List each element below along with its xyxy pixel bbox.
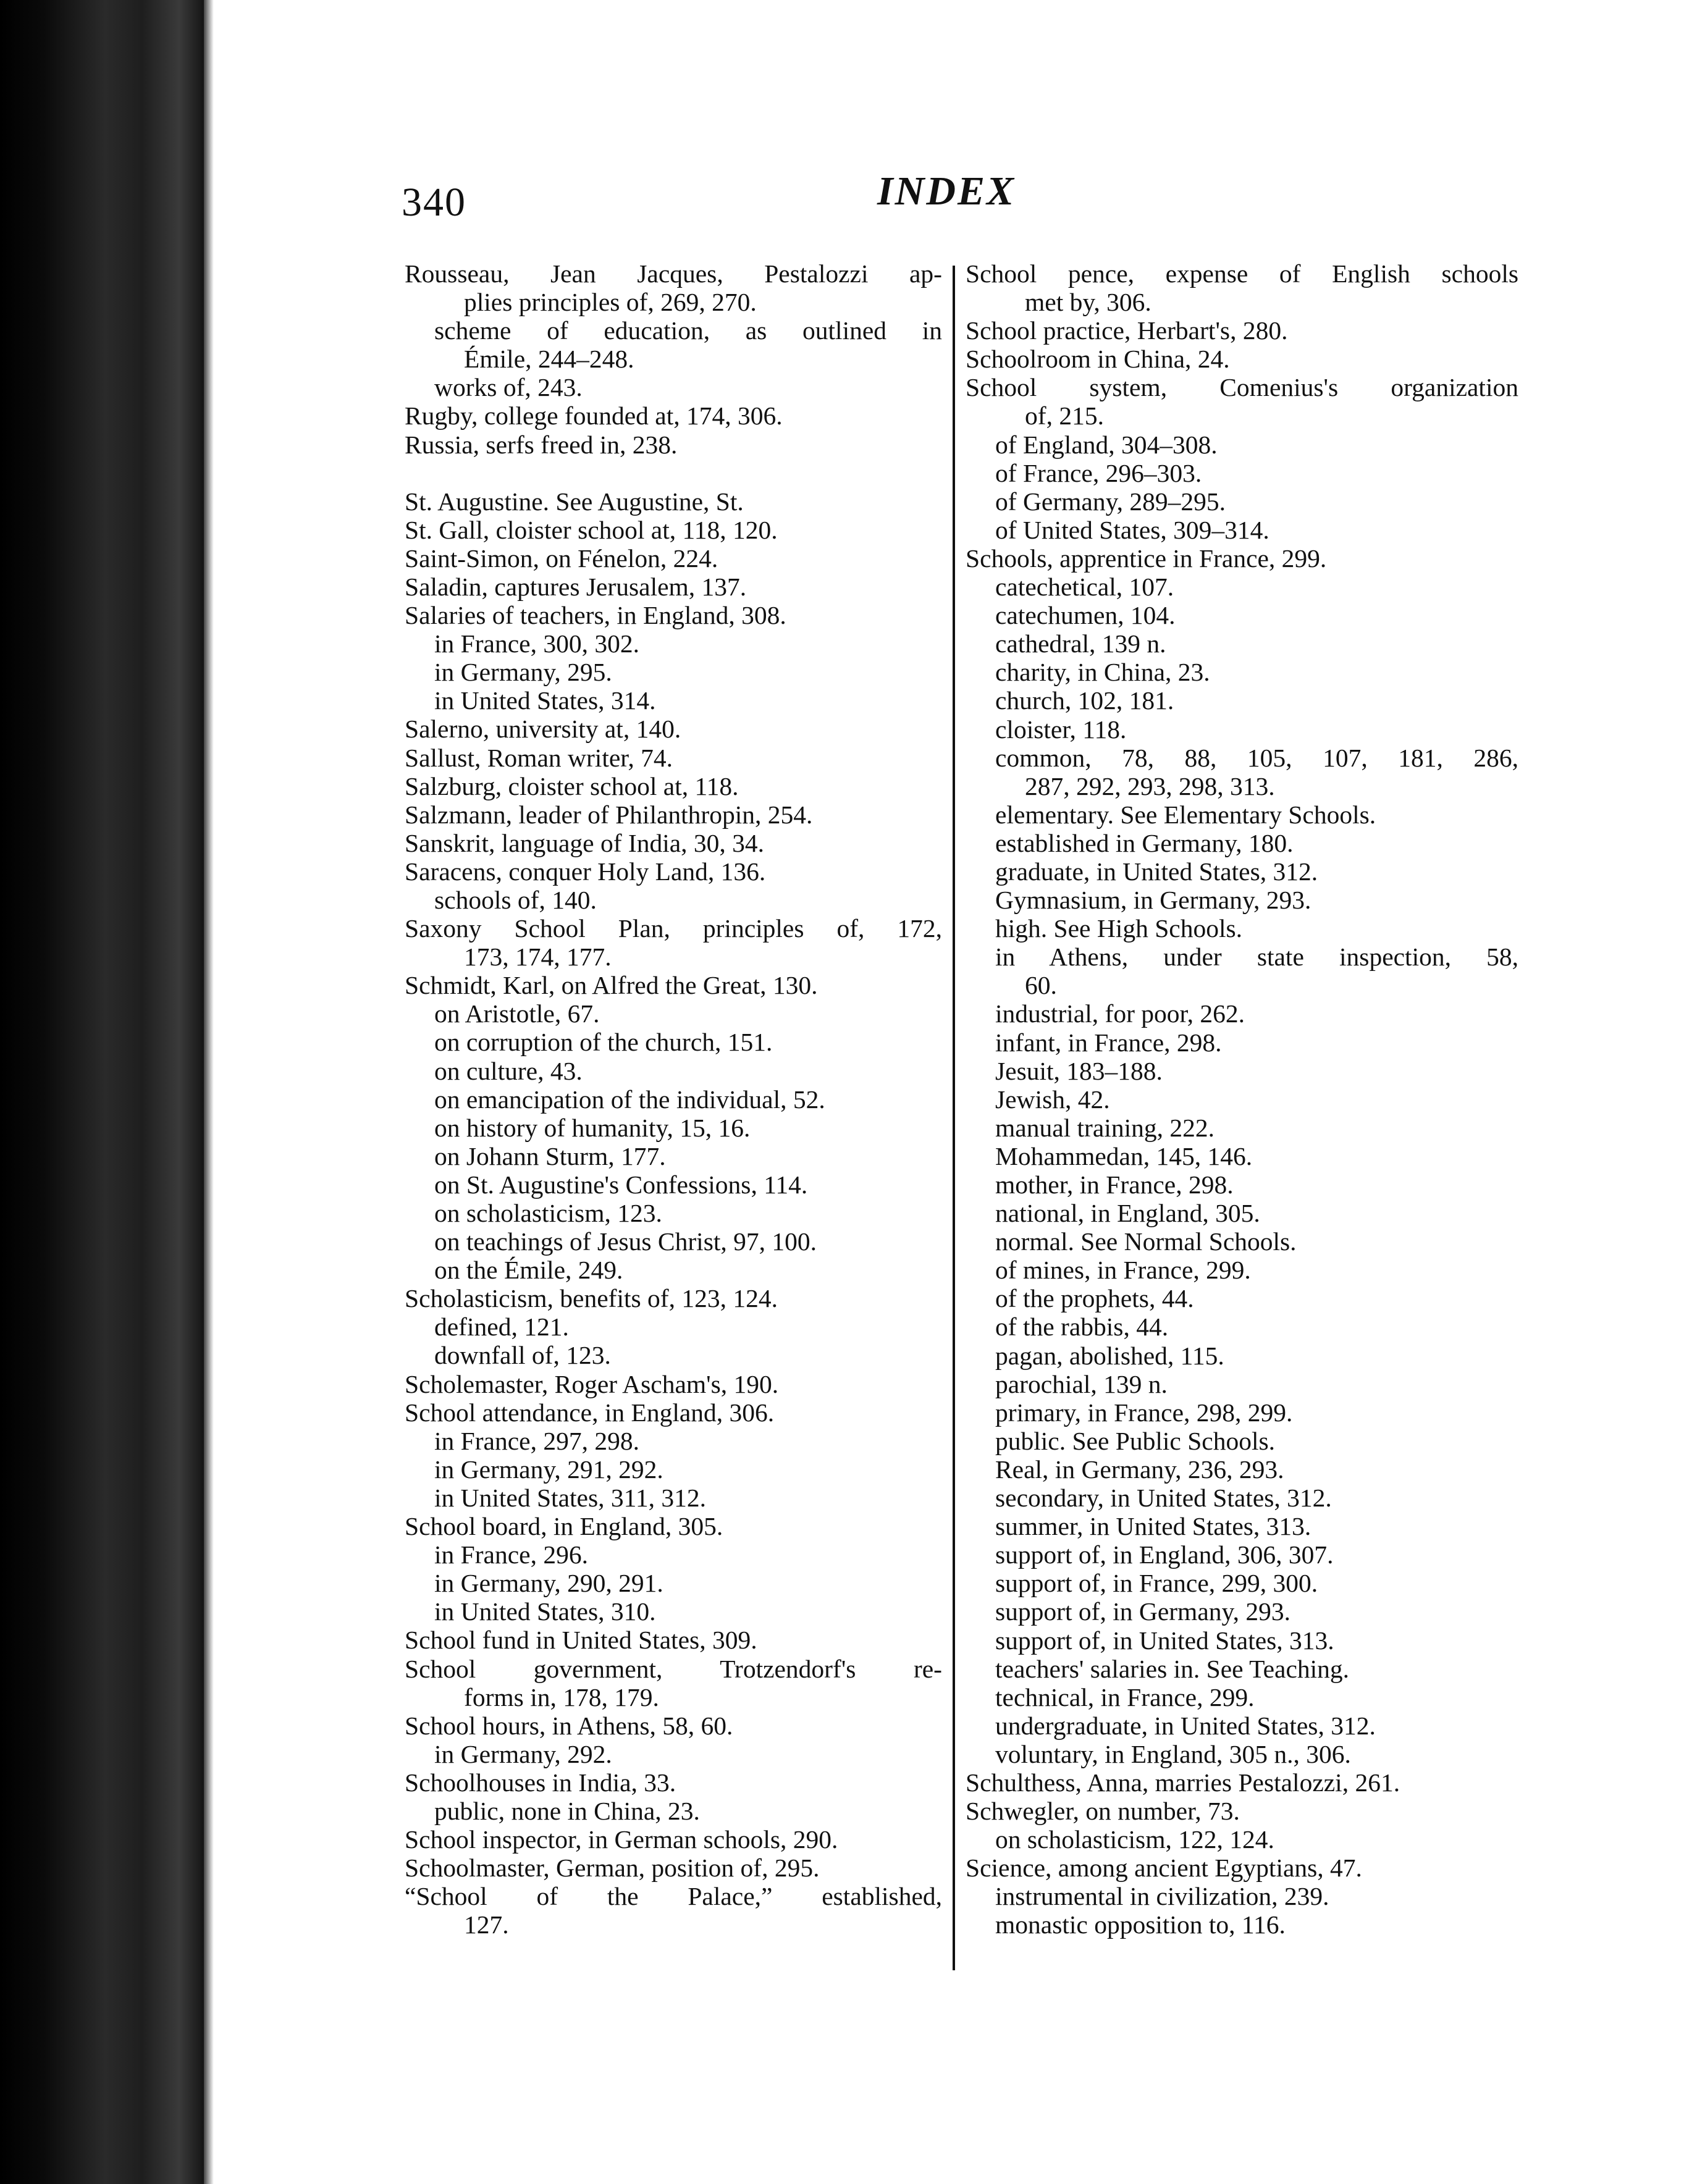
index-subentry: industrial, for poor, 262.	[995, 999, 1245, 1028]
index-subentry: catechetical, 107.	[995, 573, 1174, 602]
book-binding-edge	[0, 0, 204, 2184]
index-entry: Rugby, college founded at, 174, 306.	[405, 401, 783, 430]
gutter-shadow	[204, 0, 214, 2184]
index-subentry: in Germany, 295.	[434, 658, 612, 687]
index-entry: School system, Comenius's organization	[966, 373, 1518, 402]
index-entry-continuation: 173, 174, 177.	[464, 943, 612, 972]
index-subentry: teachers' salaries in. See Teaching.	[995, 1654, 1350, 1683]
index-subentry: of United States, 309–314.	[995, 515, 1269, 544]
index-subentry: in United States, 314.	[434, 686, 656, 715]
index-subentry: of the prophets, 44.	[995, 1284, 1194, 1313]
index-subentry: on emancipation of the individual, 52.	[434, 1085, 825, 1114]
index-entry: School inspector, in German schools, 290.	[405, 1825, 838, 1854]
index-subentry: on St. Augustine's Confessions, 114.	[434, 1170, 808, 1199]
index-subentry: on Aristotle, 67.	[434, 999, 600, 1028]
index-entry: Sanskrit, language of India, 30, 34.	[405, 828, 765, 857]
index-subentry: support of, in England, 306, 307.	[995, 1540, 1334, 1569]
column-divider	[953, 266, 955, 1970]
index-entry-continuation: met by, 306.	[1025, 288, 1151, 317]
index-subentry: mother, in France, 298.	[995, 1170, 1234, 1199]
index-subentry: in Germany, 291, 292.	[434, 1455, 663, 1484]
index-entry: School board, in England, 305.	[405, 1512, 723, 1541]
index-entry: Saracens, conquer Holy Land, 136.	[405, 857, 766, 886]
index-subentry: Mohammedan, 145, 146.	[995, 1141, 1253, 1170]
index-entry: School practice, Herbart's, 280.	[966, 316, 1288, 345]
index-subentry: works of, 243.	[434, 373, 583, 402]
index-entry: School fund in United States, 309.	[405, 1626, 757, 1655]
index-subentry: established in Germany, 180.	[995, 828, 1294, 857]
index-entry: School hours, in Athens, 58, 60.	[405, 1711, 733, 1740]
index-entry: “School of the Palace,” established,	[405, 1882, 942, 1911]
index-subentry: normal. See Normal Schools.	[995, 1227, 1297, 1256]
index-subentry: public, none in China, 23.	[434, 1796, 700, 1825]
index-entry-continuation: plies principles of, 269, 270.	[464, 288, 757, 317]
index-entry: Schwegler, on number, 73.	[966, 1797, 1240, 1826]
index-entry: Saladin, captures Jerusalem, 137.	[405, 572, 747, 601]
index-subentry: undergraduate, in United States, 312.	[995, 1711, 1376, 1740]
index-subentry: on Johann Sturm, 177.	[434, 1141, 666, 1170]
index-entry-continuation: forms in, 178, 179.	[464, 1682, 659, 1712]
index-subentry: charity, in China, 23.	[995, 658, 1210, 687]
index-subentry: parochial, 139 n.	[995, 1369, 1168, 1398]
index-subentry: public. See Public Schools.	[995, 1426, 1276, 1455]
index-subentry: downfall of, 123.	[434, 1341, 611, 1370]
index-subentry: on corruption of the church, 151.	[434, 1028, 773, 1057]
index-column-right	[966, 259, 1518, 1939]
index-subentry: of England, 304–308.	[995, 430, 1218, 459]
index-subentry: Jewish, 42.	[995, 1085, 1110, 1114]
page-number: 340	[402, 180, 466, 225]
entry-spacer	[405, 459, 942, 487]
index-entry: Schoolhouses in India, 33.	[405, 1768, 676, 1797]
index-entry: School attendance, in England, 306.	[405, 1398, 775, 1427]
index-subentry: cloister, 118.	[995, 715, 1127, 744]
index-subentry: scheme of education, as outlined in	[434, 316, 942, 345]
index-subentry: instrumental in civilization, 239.	[995, 1882, 1329, 1911]
index-entry: St. Gall, cloister school at, 118, 120.	[405, 515, 778, 544]
index-entry: Saxony School Plan, principles of, 172,	[405, 914, 942, 943]
index-entry: Salerno, university at, 140.	[405, 715, 681, 744]
index-entry: Scholemaster, Roger Ascham's, 190.	[405, 1369, 779, 1398]
index-subentry: monastic opposition to, 116.	[995, 1910, 1286, 1939]
index-subentry: schools of, 140.	[434, 885, 597, 914]
index-entry: Schoolroom in China, 24.	[966, 345, 1230, 374]
index-subentry: in Athens, under state inspection, 58,	[995, 943, 1518, 972]
index-subentry: support of, in France, 299, 300.	[995, 1569, 1318, 1598]
index-subentry: infant, in France, 298.	[995, 1028, 1222, 1057]
index-subentry: technical, in France, 299.	[995, 1682, 1255, 1712]
index-entry: Schulthess, Anna, marries Pestalozzi, 261.	[966, 1768, 1400, 1797]
index-entry: Schmidt, Karl, on Alfred the Great, 130.	[405, 971, 818, 1000]
index-subentry: of the rabbis, 44.	[995, 1312, 1169, 1342]
index-entry-continuation: 60.	[1025, 971, 1057, 1000]
index-subentry: on history of humanity, 15, 16.	[434, 1113, 751, 1142]
index-subentry: of Germany, 289–295.	[995, 487, 1226, 516]
index-subentry: of mines, in France, 299.	[995, 1256, 1251, 1285]
index-subentry: Gymnasium, in Germany, 293.	[995, 886, 1311, 915]
index-entry: Rousseau, Jean Jacques, Pestalozzi ap-	[405, 259, 942, 288]
index-subentry: on scholasticism, 122, 124.	[995, 1825, 1274, 1854]
index-subentry: primary, in France, 298, 299.	[995, 1398, 1293, 1427]
index-subentry: on teachings of Jesus Christ, 97, 100.	[434, 1227, 817, 1256]
index-entry: Scholasticism, benefits of, 123, 124.	[405, 1284, 778, 1313]
index-entry: School government, Trotzendorf's re-	[405, 1654, 942, 1683]
index-entry-continuation: of, 215.	[1025, 401, 1104, 430]
index-subentry: national, in England, 305.	[995, 1199, 1260, 1228]
index-subentry: cathedral, 139 n.	[995, 629, 1166, 658]
index-subentry: high. See High Schools.	[995, 914, 1243, 943]
index-subentry: in France, 297, 298.	[434, 1426, 639, 1455]
index-entry: Schools, apprentice in France, 299.	[966, 544, 1327, 573]
index-entry-continuation: Émile, 244–248.	[464, 345, 634, 374]
index-subentry: Real, in Germany, 236, 293.	[995, 1455, 1284, 1484]
index-subentry: support of, in Germany, 293.	[995, 1597, 1290, 1626]
index-column-left	[405, 259, 942, 1939]
index-subentry: in Germany, 290, 291.	[434, 1569, 663, 1598]
index-entry: Salzmann, leader of Philanthropin, 254.	[405, 800, 813, 829]
index-subentry: in France, 296.	[434, 1540, 588, 1569]
index-entry: Salaries of teachers, in England, 308.	[405, 601, 786, 630]
index-subentry: in United States, 310.	[434, 1597, 656, 1626]
index-subentry: support of, in United States, 313.	[995, 1626, 1334, 1655]
index-subentry: of France, 296–303.	[995, 458, 1202, 487]
index-entry-continuation: 287, 292, 293, 298, 313.	[1025, 771, 1275, 800]
index-entry: Science, among ancient Egyptians, 47.	[966, 1854, 1362, 1883]
index-entry: School pence, expense of English schools	[966, 259, 1518, 288]
index-subentry: elementary. See Elementary Schools.	[995, 800, 1376, 829]
index-subentry: summer, in United States, 313.	[995, 1512, 1311, 1541]
running-head: INDEX	[877, 169, 1016, 214]
index-subentry: Jesuit, 183–188.	[995, 1056, 1163, 1085]
index-subentry: on scholasticism, 123.	[434, 1199, 662, 1227]
index-subentry: catechumen, 104.	[995, 601, 1176, 630]
index-entry-continuation: 127.	[464, 1910, 509, 1939]
index-entry: Schoolmaster, German, position of, 295.	[405, 1854, 820, 1883]
index-subentry: pagan, abolished, 115.	[995, 1341, 1224, 1370]
index-entry: Russia, serfs freed in, 238.	[405, 430, 678, 459]
index-entry: St. Augustine. See Augustine, St.	[405, 487, 744, 516]
index-subentry: in Germany, 292.	[434, 1739, 612, 1768]
index-subentry: on the Émile, 249.	[434, 1256, 623, 1285]
index-subentry: church, 102, 181.	[995, 686, 1174, 715]
index-subentry: secondary, in United States, 312.	[995, 1484, 1332, 1513]
index-subentry: defined, 121.	[434, 1312, 569, 1342]
index-subentry: manual training, 222.	[995, 1113, 1215, 1142]
index-subentry: common, 78, 88, 105, 107, 181, 286,	[995, 743, 1518, 772]
index-subentry: in France, 300, 302.	[434, 629, 639, 658]
index-subentry: on culture, 43.	[434, 1056, 583, 1085]
index-subentry: in United States, 311, 312.	[434, 1483, 706, 1512]
index-entry: Saint-Simon, on Fénelon, 224.	[405, 544, 718, 573]
index-entry: Salzburg, cloister school at, 118.	[405, 771, 739, 800]
index-entry: Sallust, Roman writer, 74.	[405, 743, 673, 772]
index-subentry: voluntary, in England, 305 n., 306.	[995, 1739, 1351, 1768]
index-subentry: graduate, in United States, 312.	[995, 857, 1318, 886]
